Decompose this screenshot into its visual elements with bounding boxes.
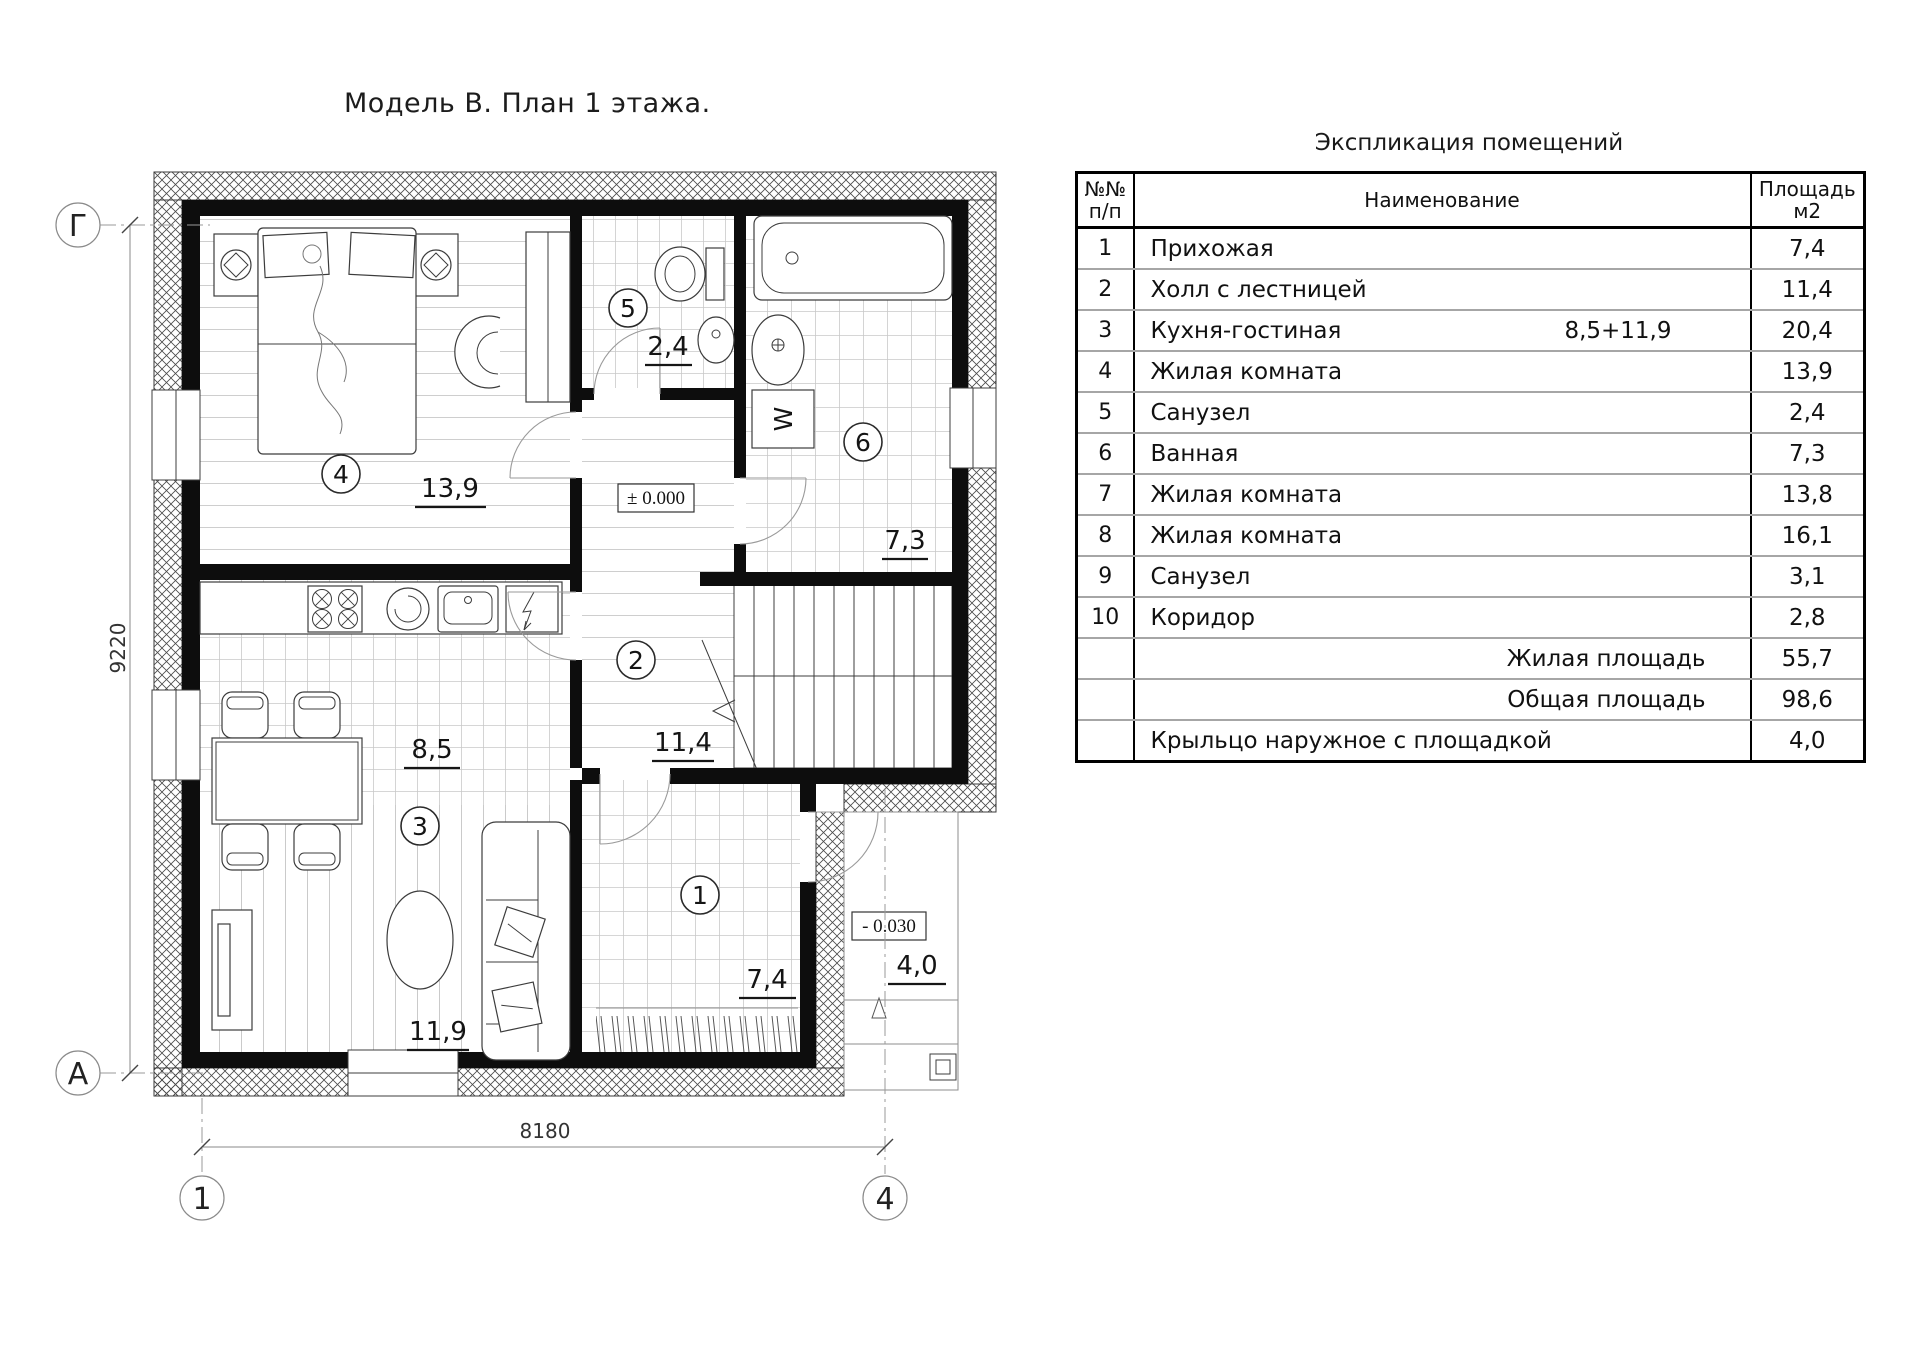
room4-number: 4 <box>333 460 349 489</box>
table-row <box>1077 433 1865 474</box>
washing-machine-label: W <box>769 406 798 432</box>
page-title: Модель В. План 1 этажа. <box>344 88 711 119</box>
window-left-dining <box>152 690 200 780</box>
axis-row-top: Г <box>68 209 88 244</box>
lamp-icon <box>421 250 451 280</box>
room5-area: 2,4 <box>647 332 689 362</box>
table-row <box>1077 474 1865 515</box>
row-num: 10 <box>1077 597 1134 638</box>
electric-panel <box>506 586 558 632</box>
row-name: Жилая комната <box>1134 515 1751 556</box>
row-area: 3,1 <box>1751 556 1865 597</box>
porch-post <box>930 1054 956 1080</box>
table-row <box>1077 269 1865 310</box>
row-num: 1 <box>1077 228 1134 270</box>
kitchen-sink <box>438 586 498 632</box>
row-name: Жилая комната <box>1134 474 1751 515</box>
axis-col-right: 4 <box>875 1182 895 1217</box>
bath-sink <box>752 315 804 385</box>
row-name: Холл с лестницей <box>1134 269 1751 310</box>
axis-row-bottom: А <box>67 1057 89 1092</box>
dim-height: 9220 <box>106 622 130 674</box>
floor-elevation: ± 0.000 <box>627 488 685 509</box>
table-row <box>1077 515 1865 556</box>
row-num: 7 <box>1077 474 1134 515</box>
toilet <box>655 247 724 301</box>
bathtub <box>754 216 952 300</box>
kitchen-fixtures <box>200 582 562 634</box>
room5-number: 5 <box>620 294 636 323</box>
row-name: 8,5+11,9 Кухня-гостиная <box>1134 310 1751 351</box>
header-name: Наименование <box>1134 173 1751 228</box>
row-area: 55,7 <box>1751 638 1865 679</box>
doormat <box>596 1008 798 1052</box>
rug <box>387 891 453 989</box>
pillow <box>263 232 329 277</box>
row-name: Жилая площадь <box>1134 638 1751 679</box>
room1-number: 1 <box>692 881 708 910</box>
explication-panel <box>1075 130 1863 763</box>
pillow <box>349 232 415 277</box>
row-area: 2,4 <box>1751 392 1865 433</box>
table-row-total <box>1077 679 1865 720</box>
header-area: Площадь м2 <box>1751 173 1865 228</box>
row-area: 20,4 <box>1751 310 1865 351</box>
header-num: №№ п/п <box>1077 173 1134 228</box>
row-area: 7,4 <box>1751 228 1865 270</box>
row-num: 8 <box>1077 515 1134 556</box>
explication-title: Экспликация помещений <box>1314 130 1624 156</box>
row-area: 13,9 <box>1751 351 1865 392</box>
row-area: 98,6 <box>1751 679 1865 720</box>
room2-area: 11,4 <box>654 728 712 758</box>
chair <box>294 692 340 738</box>
row-name: Ванная <box>1134 433 1751 474</box>
window-right-bath <box>950 388 996 468</box>
row-area: 16,1 <box>1751 515 1865 556</box>
row-num: 9 <box>1077 556 1134 597</box>
row-name: Общая площадь <box>1134 679 1751 720</box>
table-row <box>1077 351 1865 392</box>
table-header-row <box>1077 173 1865 228</box>
row-name: Коридор <box>1134 597 1751 638</box>
row-area: 2,8 <box>1751 597 1865 638</box>
staircase <box>702 584 952 772</box>
row-name: Прихожая <box>1134 228 1751 270</box>
row-num <box>1077 720 1134 762</box>
washing-machine <box>752 390 814 448</box>
table-row-living-total <box>1077 638 1865 679</box>
row-area: 11,4 <box>1751 269 1865 310</box>
table-row <box>1077 392 1865 433</box>
room3-area: 11,9 <box>409 1017 467 1047</box>
row-area: 13,8 <box>1751 474 1865 515</box>
row-name: Жилая комната <box>1134 351 1751 392</box>
dining-table <box>212 738 362 824</box>
window-bottom-living <box>348 1050 458 1096</box>
porch-area: 4,0 <box>896 951 938 981</box>
row-num: 4 <box>1077 351 1134 392</box>
row-num: 3 <box>1077 310 1134 351</box>
room4-area: 13,9 <box>421 474 479 504</box>
row-num <box>1077 679 1134 720</box>
window-left-bedroom <box>152 390 200 480</box>
hood-fan-icon <box>387 588 429 630</box>
room3-number: 3 <box>412 812 428 841</box>
dim-width: 8180 <box>519 1119 571 1143</box>
room6-area: 7,3 <box>884 526 926 556</box>
chair <box>222 824 268 870</box>
lamp-icon <box>221 250 251 280</box>
room6-number: 6 <box>855 428 871 457</box>
row-num: 6 <box>1077 433 1134 474</box>
explication-table <box>1075 171 1866 763</box>
tv-screen <box>218 924 230 1016</box>
row-name: Крыльцо наружное с площадкой <box>1150 727 1552 754</box>
room1-area: 7,4 <box>746 965 788 995</box>
kitchen-area: 8,5 <box>411 735 453 765</box>
table-row <box>1077 597 1865 638</box>
row-name: Санузел <box>1134 392 1751 433</box>
row-num: 2 <box>1077 269 1134 310</box>
row-area: 4,0 <box>1751 720 1865 762</box>
chair <box>222 692 268 738</box>
room2-number: 2 <box>628 646 644 675</box>
table-row <box>1077 310 1865 351</box>
row-name: Санузел <box>1134 556 1751 597</box>
table-row <box>1077 556 1865 597</box>
sofa <box>482 822 570 1060</box>
row-area: 7,3 <box>1751 433 1865 474</box>
porch-elevation: - 0.030 <box>862 916 916 937</box>
porch-up-arrow-icon <box>872 998 886 1018</box>
axis-col-left: 1 <box>192 1182 212 1217</box>
wc-sink <box>698 317 734 363</box>
row-note: 8,5+11,9 <box>1564 317 1672 344</box>
row-num <box>1077 638 1134 679</box>
chair <box>294 824 340 870</box>
table-row-porch <box>1077 720 1865 762</box>
table-row <box>1077 228 1865 270</box>
row-num: 5 <box>1077 392 1134 433</box>
